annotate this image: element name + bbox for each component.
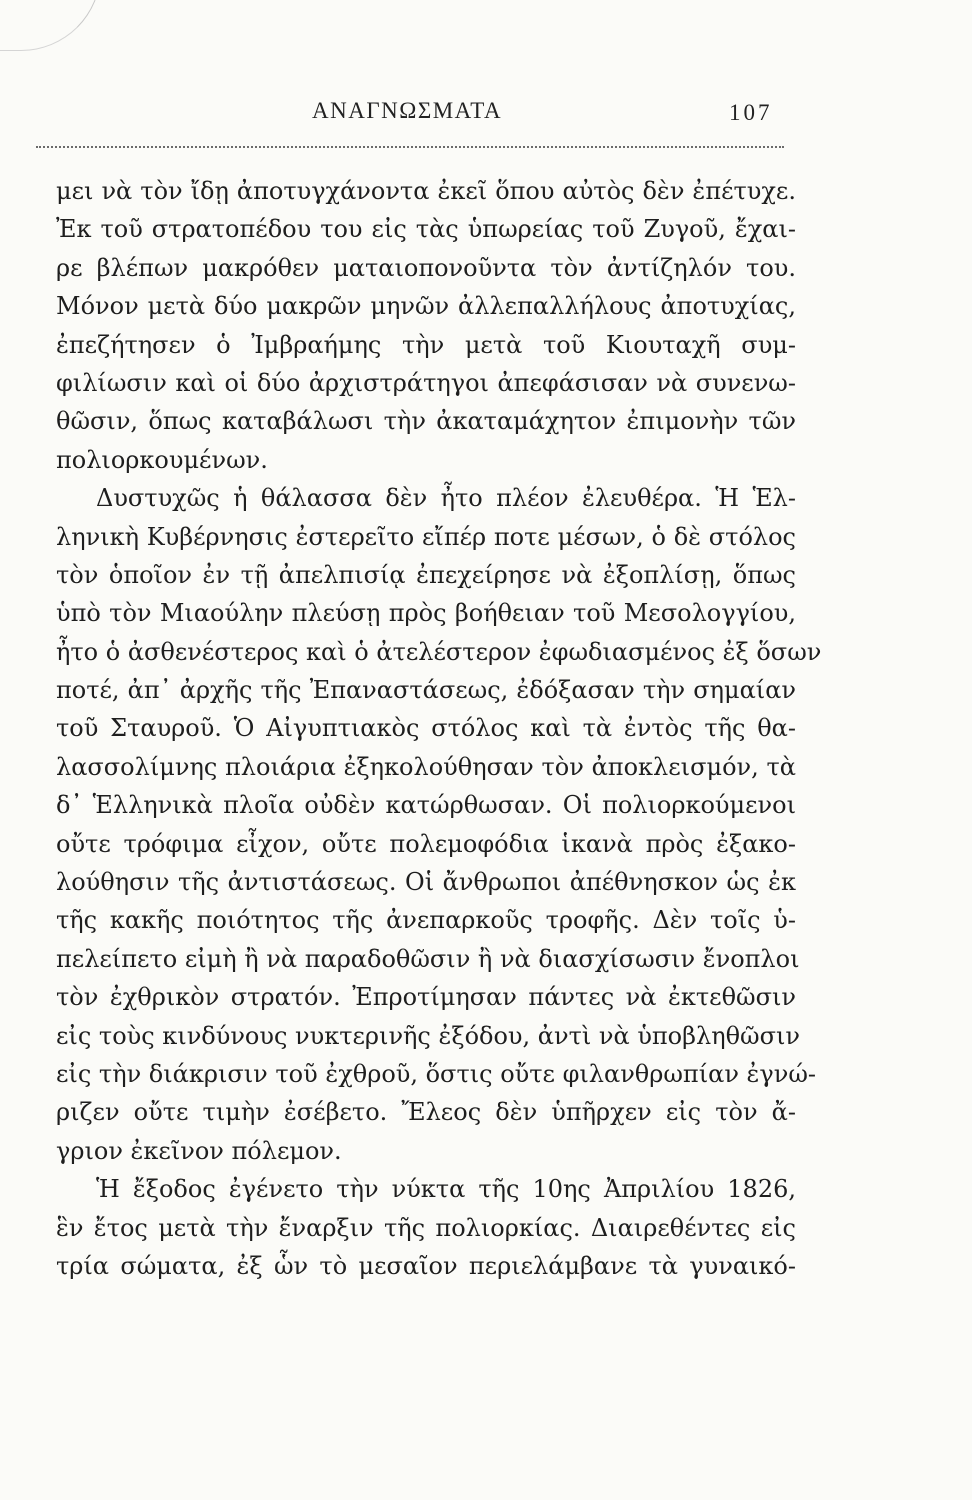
page-edge-mark bbox=[0, 0, 101, 51]
text-line: ἐπεζήτησεν ὁ Ἰμβραήμης τὴν μετὰ τοῦ Κιουταχῆ συμ- bbox=[56, 330, 796, 359]
text-line: οὔτε τρόφιμα εἶχον, οὔτε πολεμοφόδια ἱκανὰ πρὸς ἐξακο- bbox=[56, 829, 796, 858]
text-line: ἦτο ὁ ἀσθενέστερος καὶ ὁ ἀτελέστερον ἐφωδιασμένος ἐξ ὅσων bbox=[56, 637, 822, 666]
header-rule bbox=[36, 146, 784, 148]
text-line: τὸν ὁποῖον ἐν τῇ ἀπελπισίᾳ ἐπεχείρησε νὰ ἐξοπλίσῃ, ὅπως bbox=[56, 560, 796, 589]
text-line: ριζεν οὔτε τιμὴν ἐσέβετο. Ἔλεος δὲν ὑπῆρχεν εἰς τὸν ἄ- bbox=[56, 1098, 796, 1127]
text-line: Ἡ ἔξοδος ἐγένετο τὴν νύκτα τῆς 10ης Ἀπριλίου 1826, bbox=[96, 1175, 796, 1204]
text-line: τῆς κακῆς ποιότητος τῆς ἀνεπαρκοῦς τροφῆς. Δὲν τοῖς ὑ- bbox=[56, 906, 796, 935]
text-line: λούθησιν τῆς ἀντιστάσεως. Οἱ ἄνθρωποι ἀπέθνησκον ὡς ἐκ bbox=[56, 868, 796, 897]
text-line: πελείπετο εἰμὴ ἢ νὰ παραδοθῶσιν ἢ νὰ διασχίσωσιν ἔνοπλοι bbox=[56, 944, 800, 973]
text-line: Δυστυχῶς ἡ θάλασσα δὲν ἦτο πλέον ἐλευθέρα. Ἡ Ἑλ- bbox=[96, 484, 796, 513]
text-line: θῶσιν, ὅπως καταβάλωσι τὴν ἀκαταμάχητον ἐπιμονὴν τῶν bbox=[56, 407, 796, 436]
text-line: τρία σώματα, ἐξ ὧν τὸ μεσαῖον περιελάμβανε τὰ γυναικό- bbox=[56, 1251, 796, 1280]
text-line: ρε βλέπων μακρόθεν ματαιοπονοῦντα τὸν ἀντίζηλόν του. bbox=[56, 253, 796, 282]
text-line: γριον ἐκεῖνον πόλεμον. bbox=[56, 1136, 342, 1165]
text-line: δ᾽ Ἑλληνικὰ πλοῖα οὐδὲν κατώρθωσαν. Οἱ πολιορκούμενοι bbox=[56, 791, 796, 820]
text-line: ἓν ἔτος μετὰ τὴν ἔναρξιν τῆς πολιορκίας. Διαιρεθέντες εἰς bbox=[56, 1213, 796, 1242]
text-line: φιλίωσιν καὶ οἱ δύο ἀρχιστράτηγοι ἀπεφάσισαν νὰ συνενω- bbox=[56, 368, 796, 397]
page-number: 107 bbox=[729, 100, 773, 125]
text-line: ὑπὸ τὸν Μιαούλην πλεύσῃ πρὸς βοήθειαν τοῦ Μεσολογγίου, bbox=[56, 599, 796, 628]
text-line: πολιορκουμένων. bbox=[56, 445, 268, 474]
text-line: λασσολίμνης πλοιάρια ἐξηκολούθησαν τὸν ἀποκλεισμόν, τὰ bbox=[56, 752, 796, 781]
page-header bbox=[0, 98, 972, 134]
body-text bbox=[56, 172, 822, 1285]
text-line: τοῦ Σταυροῦ. Ὁ Αἰγυπτιακὸς στόλος καὶ τὰ ἐντὸς τῆς θα- bbox=[56, 714, 796, 743]
text-line: ληνικὴ Κυβέρνησις ἐστερεῖτο εἴπέρ ποτε μέσων, ὁ δὲ στόλος bbox=[56, 522, 796, 551]
text-line: εἰς τοὺς κινδύνους νυκτερινῆς ἐξόδου, ἀντὶ νὰ ὑποβληθῶσιν bbox=[56, 1021, 800, 1050]
text-line: τὸν ἐχθρικὸν στρατόν. Ἐπροτίμησαν πάντες νὰ ἐκτεθῶσιν bbox=[56, 983, 796, 1012]
text-line: ποτέ, ἀπ᾽ ἀρχῆς τῆς Ἐπαναστάσεως, ἐδόξασαν τὴν σημαίαν bbox=[56, 676, 796, 705]
text-line: Μόνον μετὰ δύο μακρῶν μηνῶν ἀλλεπαλλήλους ἀποτυχίας, bbox=[56, 292, 796, 321]
text-line: Ἐκ τοῦ στρατοπέδου του εἰς τὰς ὑπωρείας τοῦ Ζυγοῦ, ἔχαι- bbox=[56, 215, 796, 244]
running-head: ΑΝΑΓΝΩΣΜΑΤΑ bbox=[312, 98, 503, 123]
text-line: εἰς τὴν διάκρισιν τοῦ ἐχθροῦ, ὅστις οὔτε φιλανθρωπίαν ἐγνώ- bbox=[56, 1059, 817, 1088]
text-line: μει νὰ τὸν ἴδῃ ἀποτυγχάνοντα ἐκεῖ ὅπου αὐτὸς δὲν ἐπέτυχε. bbox=[56, 177, 796, 205]
